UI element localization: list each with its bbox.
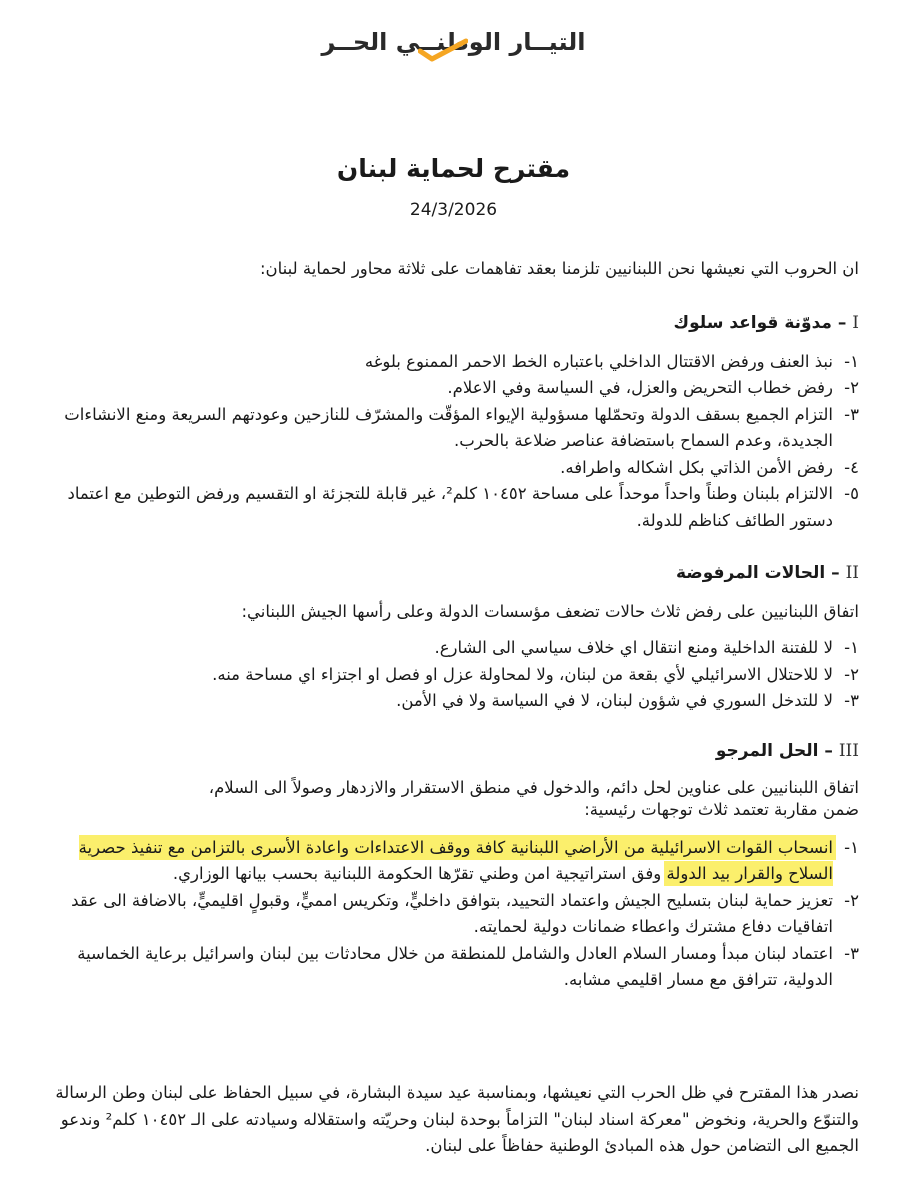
intro-block: [54, 256, 859, 283]
list-item: ١- انسحاب القوات الاسرائيلية من الأراضي اللبنانية كافة ووقف الاعتداءات واعادة الأسرى بالتزامن مع تنفيذ حصرية السلاح والقرار بيد الدولة وفق استراتيجية امن وطني تقرّها الحكومة اللبنانية بحسب بيانها الوزاري.: [78, 837, 859, 883]
section-2-roman: II: [845, 563, 859, 583]
list-item: ٤- رفض الأمن الذاتي بكل اشكاله واطرافه.: [560, 457, 859, 477]
section-1-roman: I: [852, 313, 859, 333]
list-item: ٢- لا للاحتلال الاسرائيلي لأي بقعة من لبنان، ولا لمحاولة عزل او فصل او اجتزاء اي مساحة منه.: [212, 664, 859, 684]
section-3-intro: اتفاق اللبنانيين على عناوين لحل دائم، والدخول في منطق الاستقرار والازدهار وصولاً الى السلام، ضمن مقاربة تعتمد ثلاث توجهات رئيسية:: [208, 777, 859, 819]
section-2-heading: II – الحالات المرفوضة: [676, 563, 859, 583]
section-3: [54, 738, 859, 994]
list-item: ٥- الالتزام بلبنان وطناً واحداً موحداً على مساحة ١٠٤٥٢ كلم²، غير قابلة للتجزئة او التقسيم ورفض التوطين مع اعتماد دستور الطائف كناظم للدولة.: [67, 484, 859, 530]
checkmark-icon: [418, 38, 468, 62]
intro-paragraph: ان الحروب التي نعيشها نحن اللبنانيين تلزمنا بعقد تفاهمات على ثلاثة محاور لحماية لبنان:: [259, 259, 859, 278]
section-1-title: مدوّنة قواعد سلوك: [673, 313, 832, 333]
logo-text: التيــار الوطنــي الحــر: [321, 28, 586, 56]
list-item: ١- نبذ العنف ورفض الاقتتال الداخلي باعتباره الخط الاحمر الممنوع بلوغه: [364, 351, 859, 371]
list-item: ٣- اعتماد لبنان مبدأ ومسار السلام العادل والشامل للمنطقة من خلال محادثات بين لبنان واسرائيل برعاية الخماسية الدولية، تترافق مع مسار اقليمي مشابه.: [77, 943, 859, 989]
list-item: ٣- لا للتدخل السوري في شؤون لبنان، لا في السياسة ولا في الأمن.: [396, 691, 859, 710]
section-3-heading: III – الحل المرجو: [715, 741, 859, 761]
section-2: [54, 560, 859, 715]
list-item: ٢- تعزيز حماية لبنان بتسليح الجيش واعتماد التحييد، بتوافق داخليٍّ، وتكريس امميٍّ، وقبولٍ اقليميٍّ، بالاضافة الى عقد اتفاقيات دفاع مشترك واعطاء ضمانات دولية لحمايته.: [71, 890, 859, 936]
section-2-intro: اتفاق اللبنانيين على رفض ثلاث حالات تضعف مؤسسات الدولة وعلى رأسها الجيش اللبناني:: [241, 601, 859, 621]
section-1-list: [54, 349, 859, 535]
document-date: 24/3/2026: [409, 200, 498, 220]
section-1-heading: I – مدوّنة قواعد سلوك: [673, 313, 859, 333]
section-1: [54, 310, 859, 534]
closing-paragraph: نصدر هذا المقترح في ظل الحرب التي نعيشها، وبمناسبة عيد سيدة البشارة، في سبيل الحفاظ على لبنان وطن الرسالة والتنوّع والحرية، ونخوض "معركة اسناد لبنان" التزاماً بوحدة لبنان وحريّته واستقلاله وسيادته على الـ ١٠٤٥٢ كلم² وندعو الجميع الى التضامن حول هذه المبادئ الوطنية حفاظاً على لبنان.: [55, 1083, 859, 1155]
section-3-list: [54, 835, 859, 994]
section-2-list: [54, 635, 859, 715]
closing-block: [54, 1080, 859, 1160]
section-3-title: الحل المرجو: [715, 741, 819, 761]
document-title: مقترح لحماية لبنان: [336, 154, 571, 183]
section-2-title: الحالات المرفوضة: [676, 563, 826, 583]
section-3-roman: III: [838, 741, 859, 761]
highlighted-text: انسحاب القوات الاسرائيلية من الأراضي اللبنانية كافة ووقف الاعتداءات واعادة الأسرى بالتزامن مع تنفيذ حصرية السلاح والقرار بيد الدولة: [78, 837, 833, 883]
list-item: ١- لا للفتنة الداخلية ومنع انتقال اي خلاف سياسي الى الشارع.: [434, 638, 859, 657]
list-item: ٢- رفض خطاب التحريض والعزل، في السياسة وفي الاعلام.: [447, 378, 859, 397]
list-item: ٣- التزام الجميع بسقف الدولة وتحمّلها مسؤولية الإيواء المؤقّت والمشرّف للنازحين وعودتهم السريعة ومنع الانشاءات الجديدة، وعدم السماح باستضافة عناصر ضلاعة بالحرب.: [64, 404, 859, 450]
